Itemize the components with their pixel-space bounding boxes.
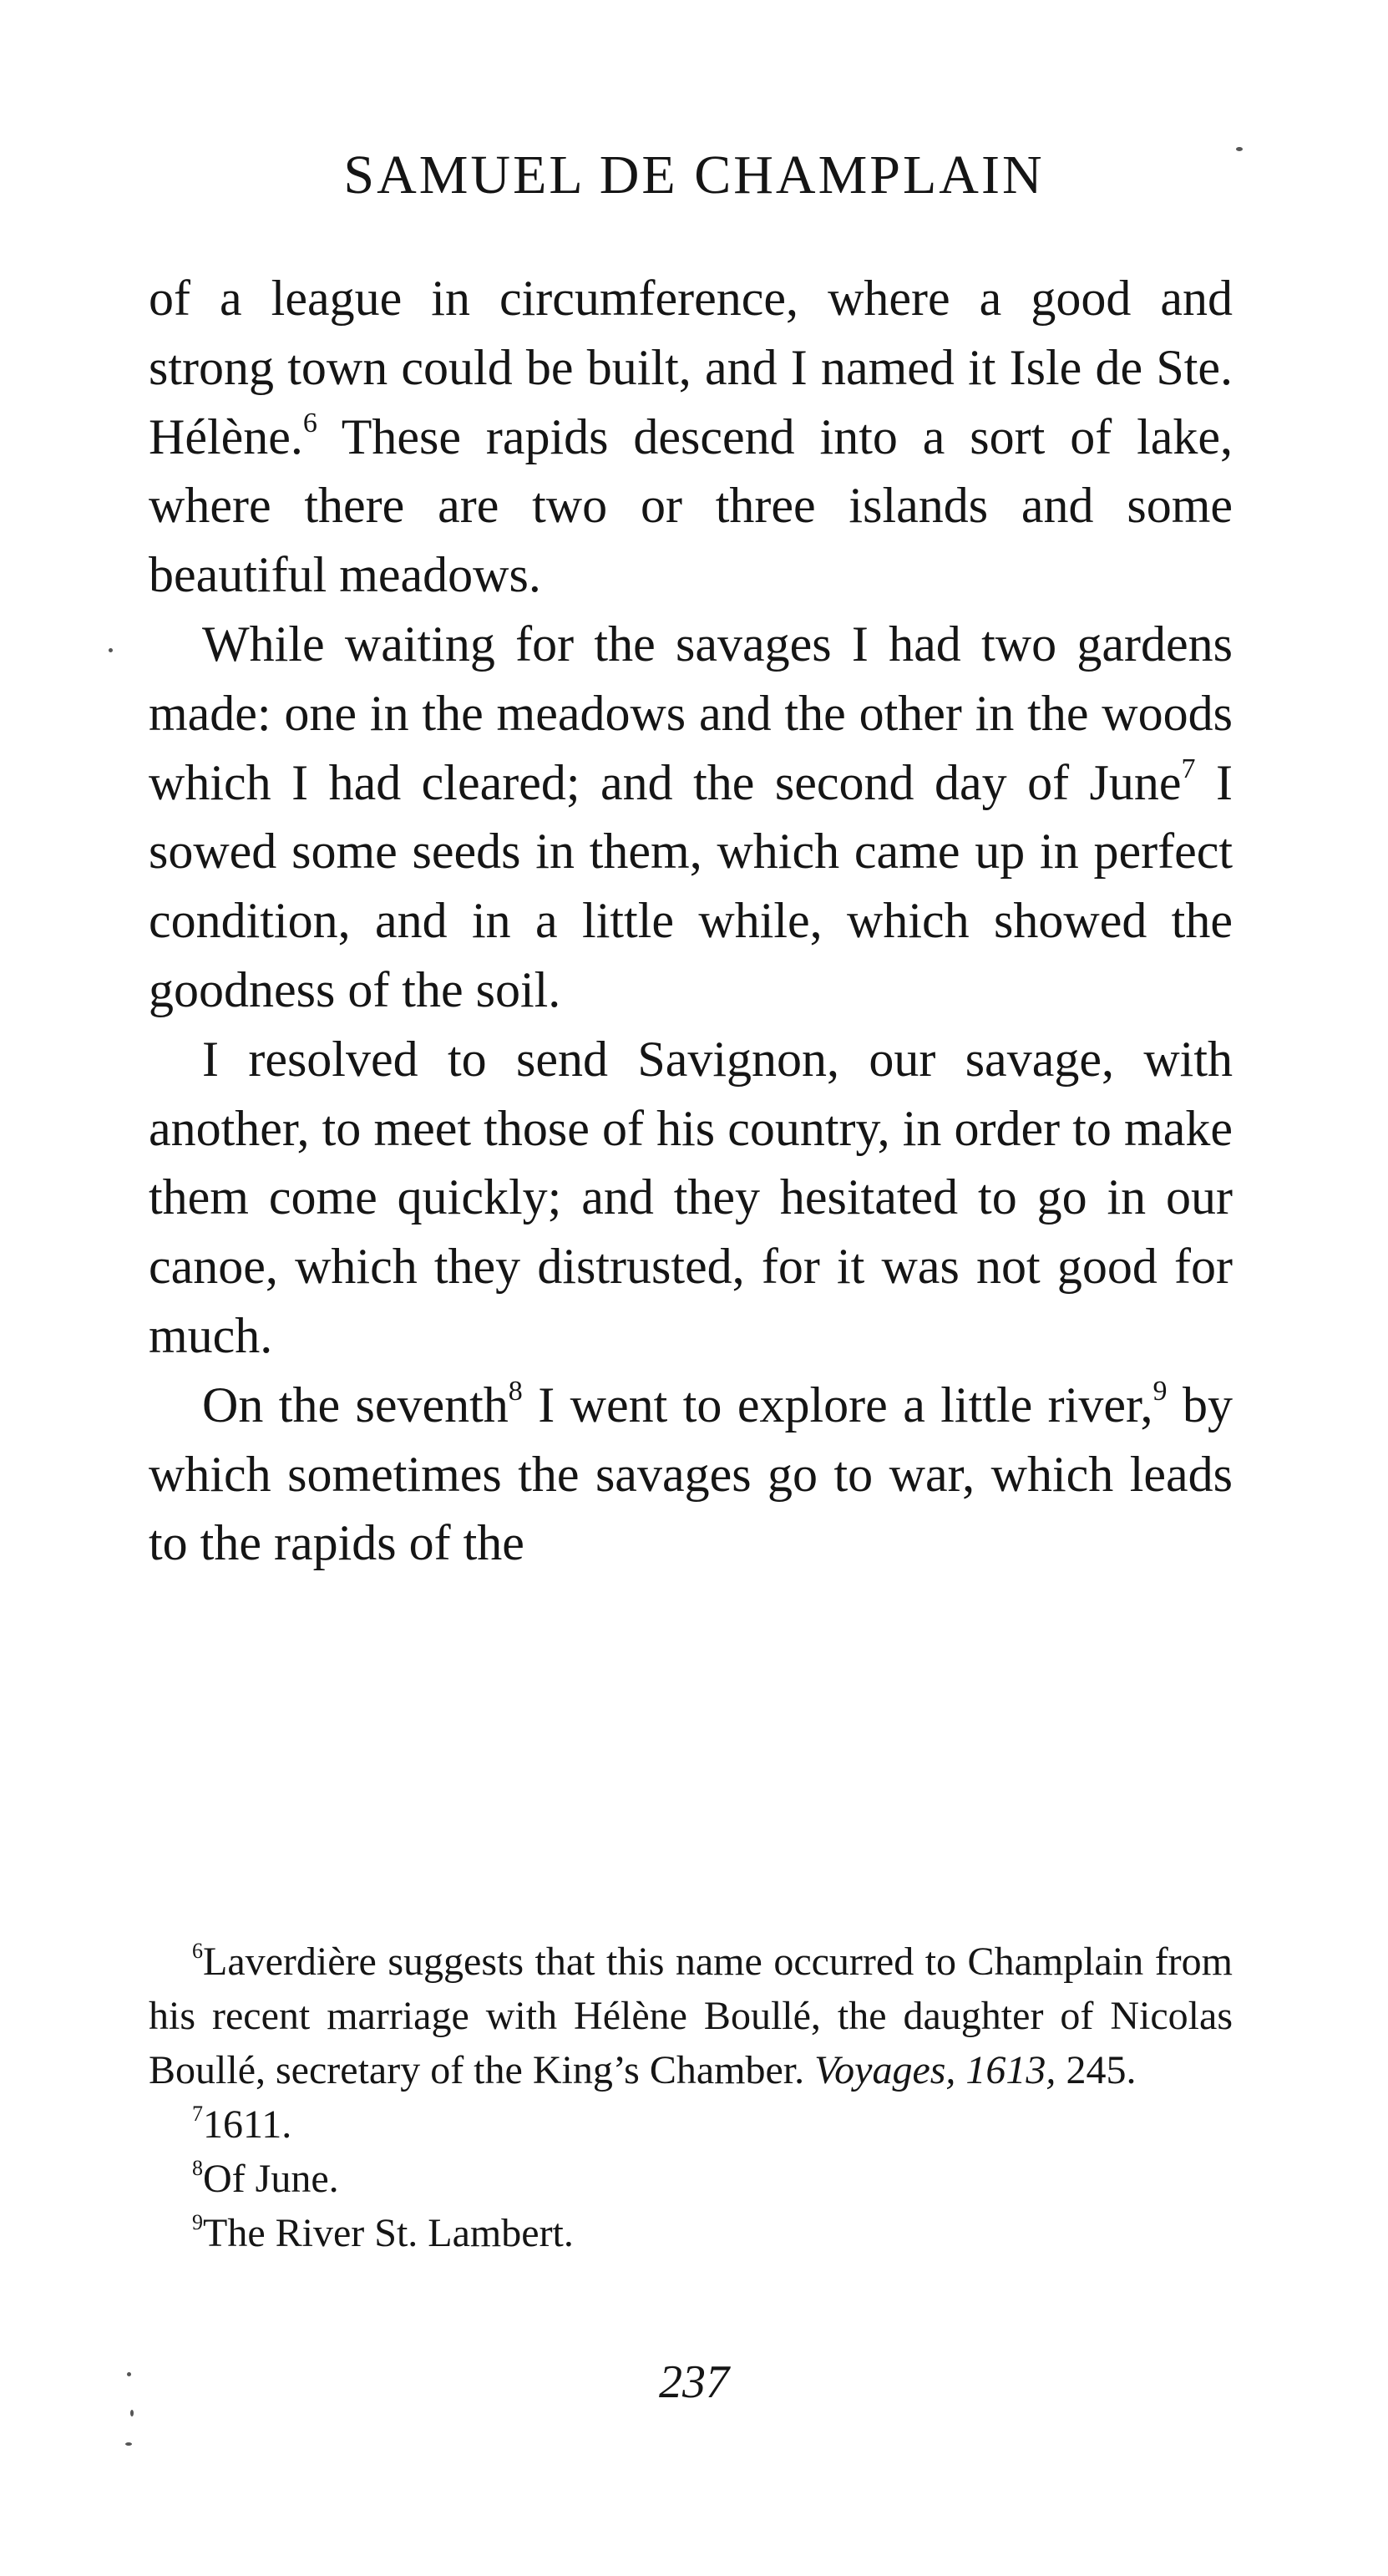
paragraph-text: These rapids descend into a sort of lake, where there are two or three islands and some beautiful meadows. [149, 408, 1233, 603]
footnote [149, 1935, 1233, 2097]
page-number: 237 [659, 2356, 729, 2408]
footnote [149, 2206, 1233, 2260]
footnote-text: Of June. [203, 2157, 339, 2201]
paragraph-text: by which sometimes the savages go to war, which leads to the rapids of the [149, 1377, 1233, 1571]
paragraph: I resolved to send Savignon, our savage, with another, to meet those of his country, in order to make them come quickly; and they hesitated to go in our canoe, which they distrusted, for it was not good for much. [149, 1031, 1233, 1363]
footnote-mark: 6 [192, 1939, 203, 1963]
footnote-text: 245. [1056, 2048, 1137, 2092]
footnote-text: Laverdière suggests that this name occurred to Champlain from his recent marriage with Hélène Boullé, the daughter of Nicolas Boullé, secretary of the King’s Chamber. [149, 1940, 1233, 2092]
footnote-reference: 8 [508, 1375, 523, 1407]
footnote-text: The River St. Lambert. [203, 2211, 574, 2255]
paragraph [149, 1371, 1233, 1578]
footnote-reference: 9 [1152, 1375, 1168, 1407]
footnote [149, 2152, 1233, 2206]
scan-speck [109, 648, 113, 652]
paragraph-text: While waiting for the savages I had two gardens made: one in the meadows and the other in the woods which I had cleared; and the second day of June [149, 616, 1233, 810]
footnote-reference: 7 [1181, 753, 1196, 784]
paragraph [149, 610, 1233, 1025]
paragraph-text: I sowed some seeds in them, which came up in perfect condition, and in a little while, which showed the goodness of the soil. [149, 754, 1233, 1017]
scan-speck [127, 2372, 131, 2376]
paragraph [149, 264, 1233, 610]
paragraph-text: of a league in circumference, where a good and strong town could be built, and I named it Isle de Ste. Hélène. [149, 271, 1233, 464]
footnote-mark: 9 [192, 2210, 203, 2234]
footnote-mark: 8 [192, 2156, 203, 2180]
footnote-text: 1611. [203, 2102, 292, 2147]
body-text [149, 264, 1233, 1578]
paragraph-text: On the seventh [202, 1377, 509, 1433]
scan-speck [130, 2410, 134, 2416]
running-head: SAMUEL DE CHAMPLAIN [343, 145, 1045, 205]
footnote-citation: Voyages, 1613, [814, 2048, 1056, 2092]
scan-speck [1236, 147, 1243, 151]
footnote [149, 2097, 1233, 2152]
footnotes [149, 1935, 1233, 2260]
footnote-mark: 7 [192, 2102, 203, 2126]
scan-speck [125, 2442, 132, 2446]
paragraph-text: I went to explore a little river, [522, 1377, 1153, 1433]
footnote-reference: 6 [302, 407, 317, 439]
